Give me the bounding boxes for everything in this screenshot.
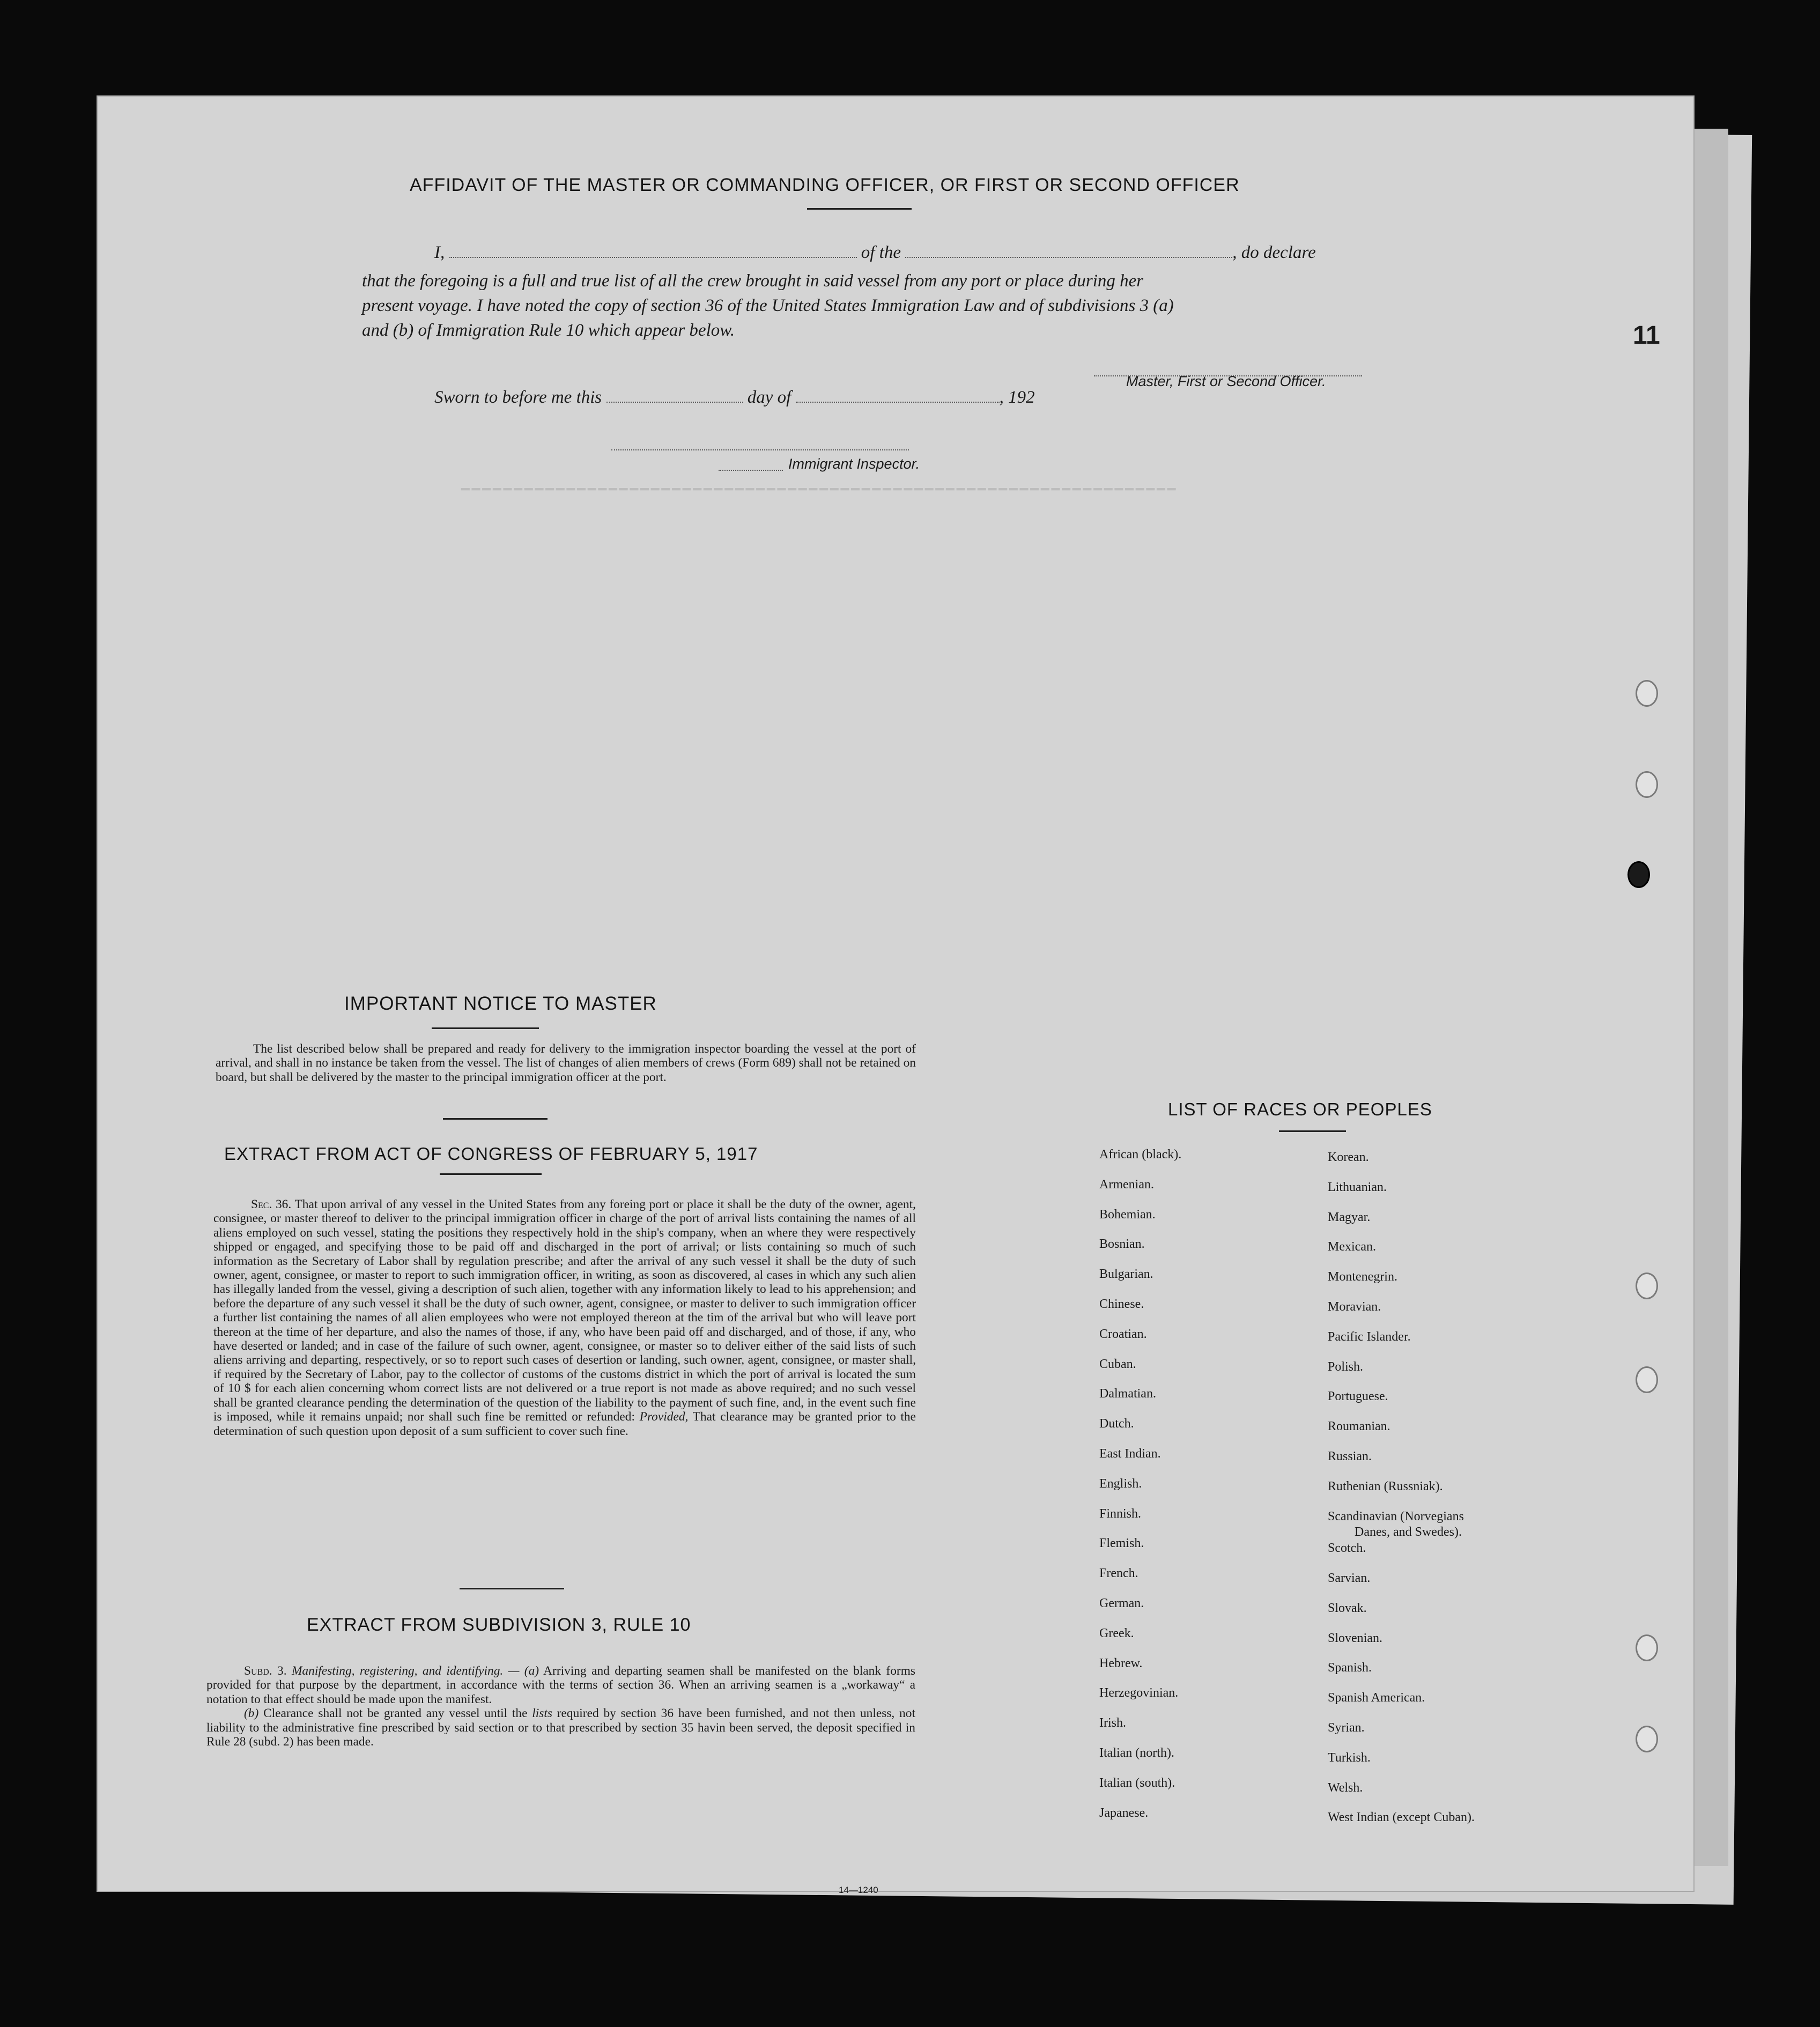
race-item: French. (1099, 1566, 1138, 1581)
affidavit-prefix: I, (434, 243, 445, 262)
section-label: Sec. 36. (251, 1197, 292, 1211)
form-number: 14—1240 (839, 1885, 878, 1895)
race-item: Polish. (1328, 1359, 1364, 1374)
subd-heading: Manifesting, registering, and identifying. — (a) (291, 1664, 539, 1678)
race-item: Welsh. (1328, 1780, 1363, 1795)
race-item: African (black). (1099, 1148, 1182, 1162)
affidavit-line-1 (434, 243, 1316, 263)
divider (460, 1588, 564, 1589)
race-item: Bohemian. (1099, 1207, 1156, 1222)
subd-a-text: Arriving and departing seamen shall be manifested on the blank forms provided for that purpose by the department, in accordance with the terms of section 36. When an arriving seamen is a „workaway“ a notation to that effect should be made upon the manifest. (206, 1664, 915, 1706)
race-item: German. (1099, 1596, 1144, 1610)
name-blank (449, 246, 857, 258)
race-item: Armenian. (1099, 1177, 1154, 1192)
act-extract-text (213, 1197, 916, 1438)
affidavit-title: AFFIDAVIT OF THE MASTER OR COMMANDING OFFICER, OR FIRST OR SECOND OFFICER (410, 175, 1240, 195)
race-item: Hebrew. (1099, 1656, 1143, 1670)
race-item: Korean. (1328, 1150, 1369, 1164)
subd-b-label: (b) (244, 1706, 259, 1721)
rule-extract-text (206, 1664, 915, 1749)
sworn-year: , 192 (999, 388, 1035, 407)
subd-a-paragraph (206, 1664, 915, 1706)
notice-text (216, 1042, 916, 1084)
divider (443, 1118, 548, 1120)
race-item: Flemish. (1099, 1536, 1144, 1551)
subd-b-text: Clearance shall not be granted any vessel until the (263, 1706, 528, 1721)
race-item: Irish. (1099, 1716, 1126, 1730)
provided-text: That clearance may be granted prior to the determination of such question upon deposit of a sum sufficient to cover such fine. (213, 1410, 916, 1438)
race-item: Slovenian. (1328, 1631, 1382, 1645)
provided-label: Provided, (639, 1410, 689, 1424)
race-item: Dutch. (1099, 1417, 1134, 1431)
race-item: Pacific Islander. (1328, 1329, 1411, 1344)
month-blank (796, 391, 1000, 403)
notice-title: IMPORTANT NOTICE TO MASTER (344, 993, 657, 1014)
race-item: West Indian (except Cuban). (1328, 1810, 1475, 1825)
race-item: East Indian. (1099, 1446, 1161, 1461)
races-right-column (1328, 1143, 1475, 1833)
race-item: Danes, and Swedes). (1355, 1525, 1462, 1540)
race-item: Bulgarian. (1099, 1267, 1153, 1282)
sheet-edge (1689, 129, 1728, 1866)
vessel-blank (905, 246, 1232, 258)
punch-hole (1636, 680, 1658, 707)
race-item: Roumanian. (1328, 1419, 1390, 1434)
race-item: Finnish. (1099, 1506, 1142, 1521)
subd-b-rest: required by section 36 have been furnished, and not then unless, not liability to the administrative fine prescribed by said section or to that prescribed by section 35 havin been served, the deposit specified in Rule 28 (subd. 2) has been made. (206, 1706, 915, 1749)
punch-hole (1627, 861, 1650, 888)
race-item: Moravian. (1328, 1299, 1381, 1314)
races-title: LIST OF RACES OR PEOPLES (1168, 1099, 1432, 1119)
race-item: Montenegrin. (1328, 1270, 1397, 1284)
notice-paragraph: The list described below shall be prepared and ready for delivery to the immigration inspector boarding the vessel at the port of arrival, and shall in no instance be taken from the vessel. The list of changes of alien members of crews (Form 689) shall not be retained on board, but shall be delivered by the master to the principal immigration officer at the port. (216, 1042, 916, 1084)
race-item: Dalmatian. (1099, 1387, 1156, 1401)
inspector-signature-line (611, 439, 909, 450)
inspector-caption: Immigrant Inspector. (788, 456, 920, 472)
inspector-signature-line-2 (719, 459, 783, 471)
race-item: Syrian. (1328, 1720, 1365, 1735)
divider (807, 208, 912, 210)
races-left-column (1099, 1140, 1181, 1828)
rule-extract-title: EXTRACT FROM SUBDIVISION 3, RULE 10 (307, 1615, 691, 1635)
signature-caption: Master, First or Second Officer. (1126, 373, 1326, 389)
race-item: English. (1099, 1476, 1142, 1491)
race-item: Russian. (1328, 1449, 1372, 1463)
divider (1279, 1130, 1346, 1132)
sworn-line (434, 388, 1035, 408)
race-item: Scandinavian (Norvegians (1328, 1509, 1464, 1523)
race-item: Mexican. (1328, 1240, 1376, 1254)
race-item: Portuguese. (1328, 1389, 1388, 1404)
subd-b-lists: lists (532, 1706, 552, 1721)
race-item: Turkish. (1328, 1750, 1371, 1765)
affidavit-line-3: present voyage. I have noted the copy of section 36 of the United States Immigration Law and of subdivisions 3 (a) (362, 296, 1174, 315)
race-item: Cuban. (1099, 1357, 1136, 1371)
race-item: Croatian. (1099, 1327, 1147, 1341)
sworn-prefix: Sworn to before me this (434, 388, 602, 407)
race-item: Scotch. (1328, 1541, 1366, 1556)
race-item: Spanish. (1328, 1661, 1372, 1675)
race-item: Greek. (1099, 1626, 1134, 1640)
day-blank (606, 391, 743, 403)
race-item: Italian (south). (1099, 1776, 1175, 1790)
race-item: Spanish American. (1328, 1691, 1425, 1705)
section-36-text: That upon arrival of any vessel in the United States from any foreing port or place it shall be the duty of the owner, agent, consignee, or master thereof to deliver to the principal immigration officer in charge of the port of arrival lists containing the names of all aliens employed on such vessel, stating the positions they respectively hold in the ship's company, when an where they were respectively shipped or engaged, and specifying those to be paid off and discharged in the port of arrival; or lists containing so much of such information as the Secretary of Labor shall by regulation prescribe; and after the arrival of any such vessel it shall be the duty of such owner, agent, consignee, or master to report to such immigration officer, in writing, as soon as discovered, al cases in which any such alien has illegally landed from the vessel, giving a description of such alien, together with any information likely to lead to his apprehension; and before the departure of any such vessel it shall be the duty of such owner, agent, consignee, or master to deliver to such immigration officer a further list containing the names of all alien employees who were not employed thereon at the tim of the arrival but who will leave port thereon at the time of her departure, and also the names of those, if any, who have been paid off and discharged, and of those, if any, who have deserted or landed; and in case of the failure of such owner, agent, consignee, or master so to deliver either of the said lists of such aliens arriving and departing, respectively, or so to report such cases of desertion or landing, such owner, agent, consignee, or master shall, if required by the Secretary of Labor, pay to the collector of customs of the customs district in which the port of arrival is located the sum of 10 $ for each alien concerning whom correct lists are not delivered or a true report is not made as above required; and no such vessel shall be granted clearance pending the determination of the question of the liability to the payment of such fine, and, in the event such fine is imposed, while it remains unpaid; nor shall such fine be remitted or refunded: (213, 1197, 916, 1424)
race-item: Herzegovinian. (1099, 1686, 1179, 1700)
punch-hole (1636, 1634, 1658, 1661)
act-extract-title: EXTRACT FROM ACT OF CONGRESS OF FEBRUARY 5, 1917 (224, 1144, 758, 1164)
punch-hole (1636, 1726, 1658, 1752)
section-36-paragraph (213, 1197, 916, 1438)
divider (432, 1027, 539, 1029)
bleed-through-text: ━━━━━━━━━━━━━━━━━━━━━━━━━━━━━━━━━━━━━━━━━━━━━━━━━━━━━━━━━━━━━━━━━━━━ (461, 482, 1178, 498)
race-item: Slovak. (1328, 1601, 1367, 1615)
subd-label: Subd. 3. (244, 1664, 287, 1678)
affidavit-line-2: that the foregoing is a full and true list of all the crew brought in said vessel from any port or place during her (362, 271, 1144, 291)
race-item: Italian (north). (1099, 1745, 1174, 1760)
race-item: Bosnian. (1099, 1237, 1145, 1252)
race-item: Magyar. (1328, 1210, 1371, 1224)
subd-b-paragraph (206, 1706, 915, 1749)
punch-hole (1636, 771, 1658, 798)
document-page (97, 95, 1695, 1895)
race-item: Lithuanian. (1328, 1180, 1387, 1194)
divider (440, 1173, 542, 1175)
affidavit-declare: , do declare (1232, 243, 1316, 262)
page-number: 11 (1633, 321, 1660, 350)
affidavit-of-the: of the (861, 243, 901, 262)
race-item: Chinese. (1099, 1297, 1144, 1311)
punch-hole (1636, 1366, 1658, 1393)
race-item: Ruthenian (Russniak). (1328, 1479, 1443, 1493)
race-item: Sarvian. (1328, 1571, 1371, 1585)
sworn-day-of: day of (747, 388, 791, 407)
affidavit-line-4: and (b) of Immigration Rule 10 which appear below. (362, 321, 735, 340)
punch-hole (1636, 1273, 1658, 1299)
race-item: Japanese. (1099, 1806, 1149, 1820)
